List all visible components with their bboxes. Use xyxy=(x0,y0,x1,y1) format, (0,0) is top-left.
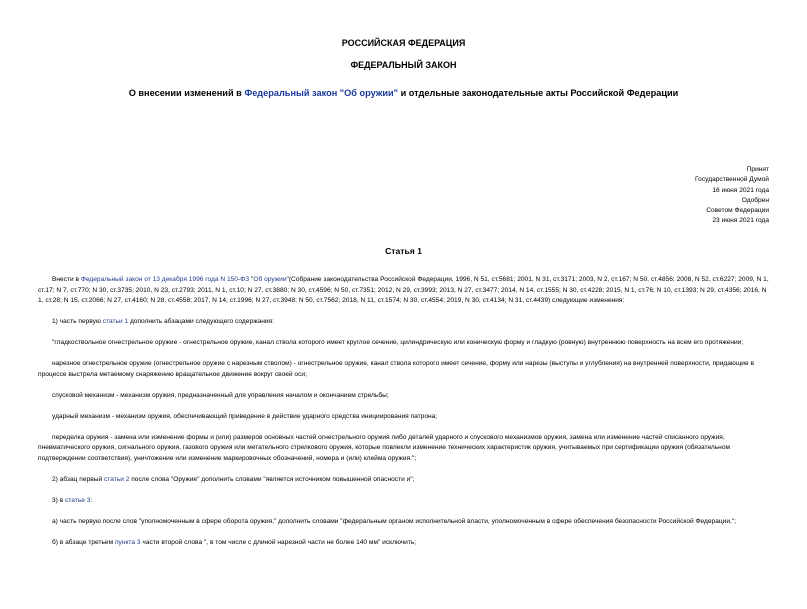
text-span: б) в абзаце третьем xyxy=(52,538,115,546)
approval-line: Советом Федерации xyxy=(706,207,769,215)
paragraph-definition: переделка оружия - замена или изменение формы и (или) размеров основных частей огнестрельного оружия либо деталей ударного и спускового механизмов оружия, замена или изменение частей списанного оружия, пневматического оружия, сигнального оружия, газового оружия или метательного стрелкового оружия, которые повлекли изменение технических характеристик оружия, учитываемых при сертификации оружия (обязательном подтверждении соответствия), уничтожение или изменение маркировочных обозначений, номера и (или) клейма оружия."; xyxy=(38,433,731,462)
text-span: 1) часть первую xyxy=(52,318,103,325)
law-name-link[interactable]: Об оружии xyxy=(253,276,287,283)
paragraph-item-2 xyxy=(38,475,770,486)
paragraph-definition: "гладкоствольное огнестрельное оружие - огнестрельное оружие, канал ствола которого имеет круглое сечение, цилиндрическую или коническую форму и гладкую (ровную) внутреннюю поверхность на всем его протяжении; xyxy=(52,339,744,346)
text-span: Внести в xyxy=(52,276,81,283)
article-heading: Статья 1 xyxy=(385,246,422,256)
text-span: 3) в xyxy=(52,496,66,504)
title-law-link[interactable]: Федеральный закон "Об оружии" xyxy=(244,88,399,98)
document-page xyxy=(0,38,807,609)
article-body xyxy=(38,275,770,559)
paragraph-subitem-b xyxy=(38,538,770,549)
adoption-line: Принят xyxy=(746,166,769,173)
adoption-info xyxy=(695,165,769,227)
adoption-line: Государственной Думой xyxy=(695,176,769,184)
paragraph-item-1 xyxy=(38,317,770,328)
title-suffix: и отдельные законодательные акты Российской Федерации xyxy=(398,88,679,98)
paragraph-intro xyxy=(38,275,770,307)
text-span: : xyxy=(90,496,93,504)
article-1-link[interactable]: статьи 1 xyxy=(102,318,129,325)
country-heading: РОССИЙСКАЯ ФЕДЕРАЦИЯ xyxy=(341,38,466,48)
text-span: " xyxy=(249,276,254,283)
approval-line: 23 июня 2021 года xyxy=(712,217,769,225)
text-span: части второй слова ", в том числе с длиной нарезной части не более 140 мм" исключить; xyxy=(140,538,417,546)
law-reference-link[interactable]: Федеральный закон от 13 декабря 1996 года N 150-ФЗ xyxy=(80,276,250,283)
article-2-link[interactable]: статьи 2 xyxy=(103,475,130,483)
adoption-line: 16 июня 2021 года xyxy=(712,186,769,194)
article-3-link[interactable]: статье 3 xyxy=(65,496,91,504)
paragraph-subitem-a: а) часть первую после слов "уполномоченным в сфере оборота оружия," дополнить словами "федеральным органом исполнительной власти, уполномоченным в сфере обеспечения безопасности Российской Федерации,"; xyxy=(52,517,737,525)
text-span: дополнить абзацами следующего содержания: xyxy=(128,318,274,325)
paragraph-definition: нарезное огнестрельное оружие (огнестрельное оружие с нарезным стволом) - огнестрельное оружие, канал ствола которого имеет сечение, форму или нарезы (выступы и углубления) на внутренней поверхности, придающие в процессе выстрела метаемому снаряжению вращательное движение вокруг своей оси; xyxy=(38,360,754,378)
paragraph-item-3 xyxy=(38,496,770,507)
text-span: "(Собрание законодательства Российской Федерации, 1996, N 51, ст.5681; 2001, N 31, ст.3171; 2003, N 2, ст.167; N 50, ст.4856; 2008, N 52, ст.6227; 2009, N 1, ст.17; N 7, ст.770; N 30, ст.3735; 2010, N 23, ст.2793; 2011, N 1, ст.10; N 27, ст.3880; N 30, ст.4596; N 50, ст.7351; 2012, N 29, ст.3993; 2013, N 27, ст.3477; 2014, N 14, ст.1555; N 30, ст.4228; 2015, N 1, ст.76; N 10, ст.1393; N 29, ст.4356; 2016, N 1, ст.28; N 15, ст.2066; N 27, ст.4160; N 28, ст.4558; 2017, N 14, ст.1996; N 27, ст.3948; N 50, ст.7562; 2018, N 11, ст.1574; N 30, ст.4554; 2019, N 30, ст.4134; N 31, ст.4439) следующие изменения: xyxy=(38,276,769,304)
approval-line: Одобрен xyxy=(741,196,769,204)
law-type-heading: ФЕДЕРАЛЬНЫЙ ЗАКОН xyxy=(350,60,457,70)
paragraph-definition: спусковой механизм - механизм оружия, предназначенный для управления началом и окончанием стрельбы; xyxy=(52,391,389,399)
text-span: после слова "Оружие" дополнить словами "является источником повышенной опасности и"; xyxy=(129,475,415,483)
law-title xyxy=(0,88,807,98)
title-prefix: О внесении изменений в xyxy=(128,88,245,98)
paragraph-definition: ударный механизм - механизм оружия, обеспечивающий приведение в действие ударного средства инициирования патрона; xyxy=(52,412,438,420)
text-span: 2) абзац первый xyxy=(52,475,104,483)
point-3-link[interactable]: пункта 3 xyxy=(114,538,141,546)
